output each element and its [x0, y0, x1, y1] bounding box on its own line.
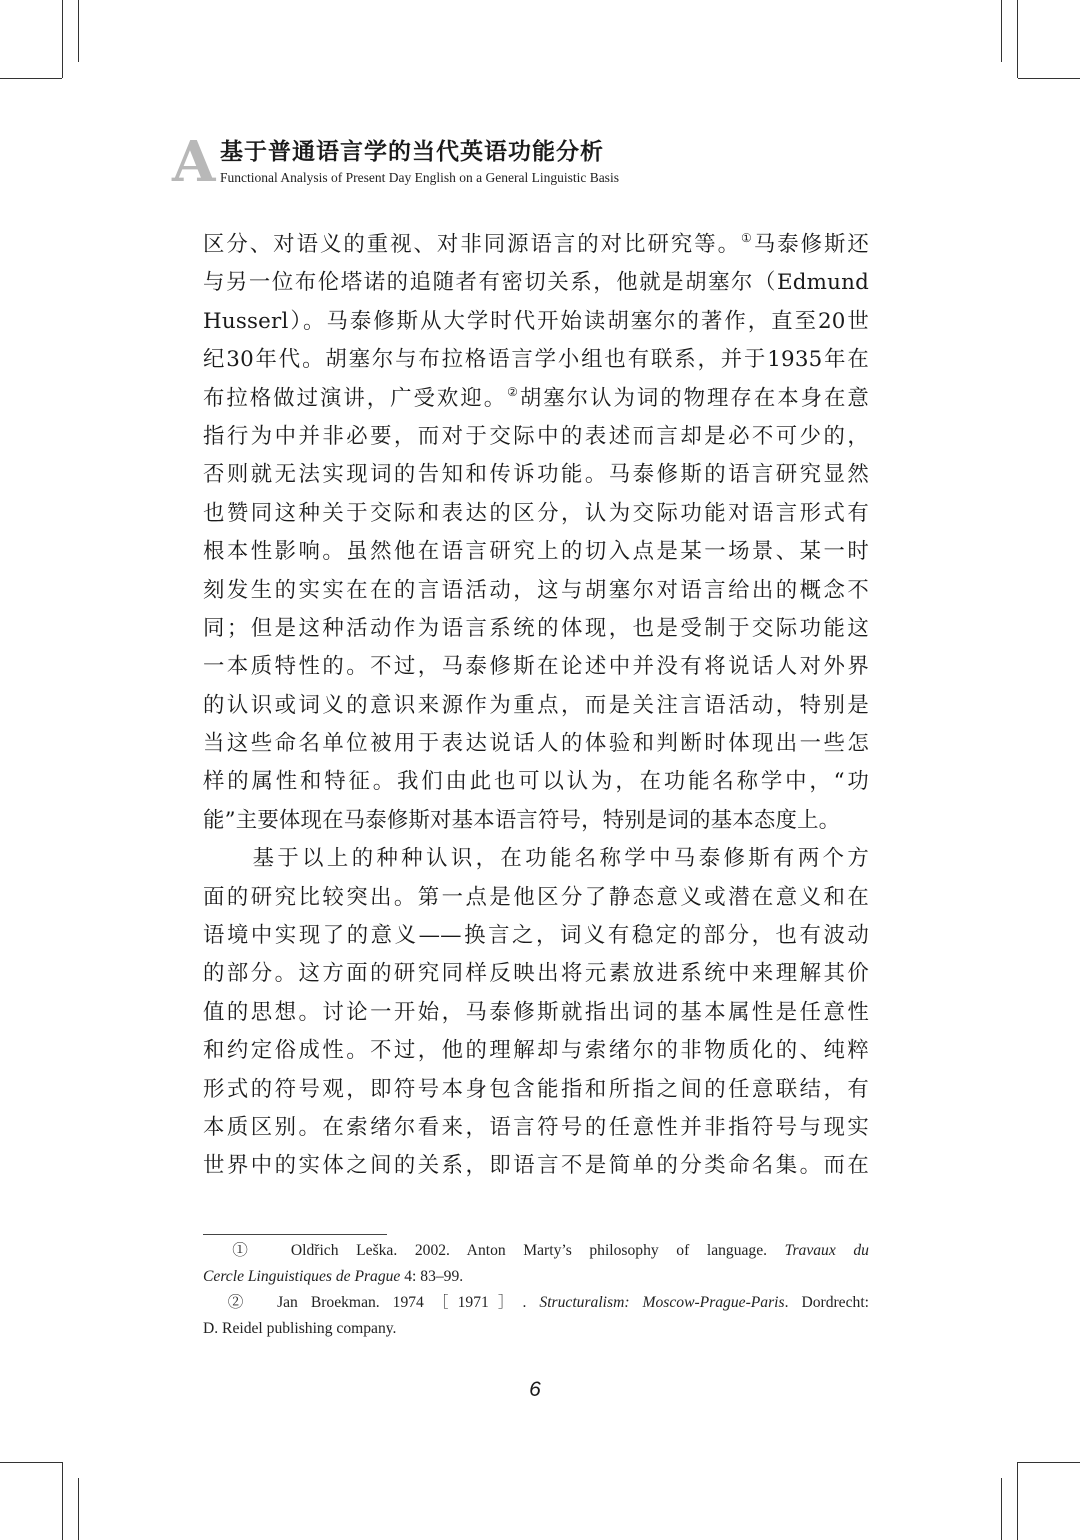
text-line: 能”主要体现在马泰修斯对基本语言符号，特别是词的基本态度上。: [203, 807, 841, 833]
text-line: 也赞同这种关于交际和表达的区分，认为交际功能对语言形式有: [203, 500, 869, 526]
crop-mark: [1018, 78, 1080, 79]
text-line: 的部分。这方面的研究同样反映出将元素放进系统中来理解其价: [203, 961, 869, 987]
page-number: 6: [529, 1378, 541, 1401]
crop-mark: [0, 78, 62, 79]
footnote-2: ② Jan Broekman. 1974［1971］. Structuralism: Moscow-Prague-Paris. Dordrecht:: [227, 1294, 869, 1311]
crop-mark: [1017, 0, 1018, 78]
text-line: 纪30年代。胡塞尔与布拉格语言学小组也有联系，并于1935年在: [203, 347, 869, 373]
text-line: 布拉格做过演讲，广受欢迎。②胡塞尔认为词的物理存在本身在意: [203, 384, 869, 411]
crop-mark: [0, 1462, 62, 1463]
text-line: 指行为中并非必要，而对于交际中的表述而言却是必不可少的，: [203, 423, 869, 449]
crop-mark: [1018, 1462, 1080, 1463]
text-line: 基于以上的种种认识，在功能名称学中马泰修斯有两个方: [203, 846, 869, 872]
text-line: 语境中实现了的意义——换言之，词义有稳定的部分，也有波动: [203, 923, 869, 949]
crop-mark: [1017, 1462, 1018, 1540]
logo-letter: A: [172, 129, 216, 195]
text-line: 与另一位布伦塔诺的追随者有密切关系，他就是胡塞尔（Edmund: [203, 270, 869, 296]
footnote-marker: ②: [227, 1294, 253, 1311]
footnote-ref[interactable]: ②: [507, 384, 520, 399]
text-line: 根本性影响。虽然他在语言研究上的切入点是某一场景、某一时: [203, 539, 869, 565]
footnote-ref[interactable]: ①: [741, 231, 754, 245]
footnote-1: ① Oldřich Leška. 2002. Anton Marty’s philosophy of language. Travaux du: [232, 1242, 869, 1259]
text-line: 和约定俗成性。不过，他的理解却与索绪尔的非物质化的、纯粹: [203, 1038, 869, 1064]
text-line: 本质区别。在索绪尔看来，语言符号的任意性并非指符号与现实: [203, 1114, 869, 1140]
book-title-chinese: 基于普通语言学的当代英语功能分析: [220, 139, 604, 165]
crop-mark: [78, 0, 79, 62]
running-header: [172, 129, 692, 195]
crop-mark: [1001, 1478, 1002, 1540]
crop-mark: [62, 1462, 63, 1540]
footnote-1-cont: Cercle Linguistiques de Prague 4: 83–99.: [203, 1268, 464, 1285]
footnotes: [203, 1238, 869, 1342]
text-line: 世界中的实体之间的关系，即语言不是简单的分类命名集。而在: [203, 1153, 869, 1179]
text-line: 当这些命名单位被用于表达说话人的体验和判断时体现出一些怎: [203, 731, 869, 757]
body-text: [203, 226, 869, 1186]
text-line: 值的思想。讨论一开始，马泰修斯就指出词的基本属性是任意性: [203, 999, 869, 1025]
crop-mark: [1001, 0, 1002, 62]
text-line: 样的属性和特征。我们由此也可以认为，在功能名称学中，“功: [203, 769, 869, 795]
text-line: 区分、对语义的重视、对非同源语言的对比研究等。①马泰修斯还: [203, 231, 869, 257]
text-line: Husserl）。马泰修斯从大学时代开始读胡塞尔的著作，直至20世: [203, 308, 869, 334]
crop-mark: [78, 1478, 79, 1540]
crop-mark: [62, 0, 63, 78]
text-line: 刻发生的实实在在的言语活动，这与胡塞尔对语言给出的概念不: [203, 577, 869, 603]
text-line: 同；但是这种活动作为语言系统的体现，也是受制于交际功能这: [203, 615, 869, 641]
text-line: 的认识或词义的意识来源作为重点，而是关注言语活动，特别是: [203, 692, 869, 718]
text-line: 形式的符号观，即符号本身包含能指和所指之间的任意联结，有: [203, 1076, 869, 1102]
footnote-marker: ①: [232, 1242, 262, 1259]
footnote-separator: [203, 1234, 387, 1235]
footnote-2-cont: D. Reidel publishing company.: [203, 1320, 397, 1337]
text-line: 面的研究比较突出。第一点是他区分了静态意义或潜在意义和在: [203, 884, 869, 910]
text-line: 一本质特性的。不过，马泰修斯在论述中并没有将说话人对外界: [203, 654, 869, 680]
text-line: 否则就无法实现词的告知和传诉功能。马泰修斯的语言研究显然: [203, 462, 869, 488]
book-title-english: Functional Analysis of Present Day English on a General Linguistic Basis: [220, 170, 619, 185]
